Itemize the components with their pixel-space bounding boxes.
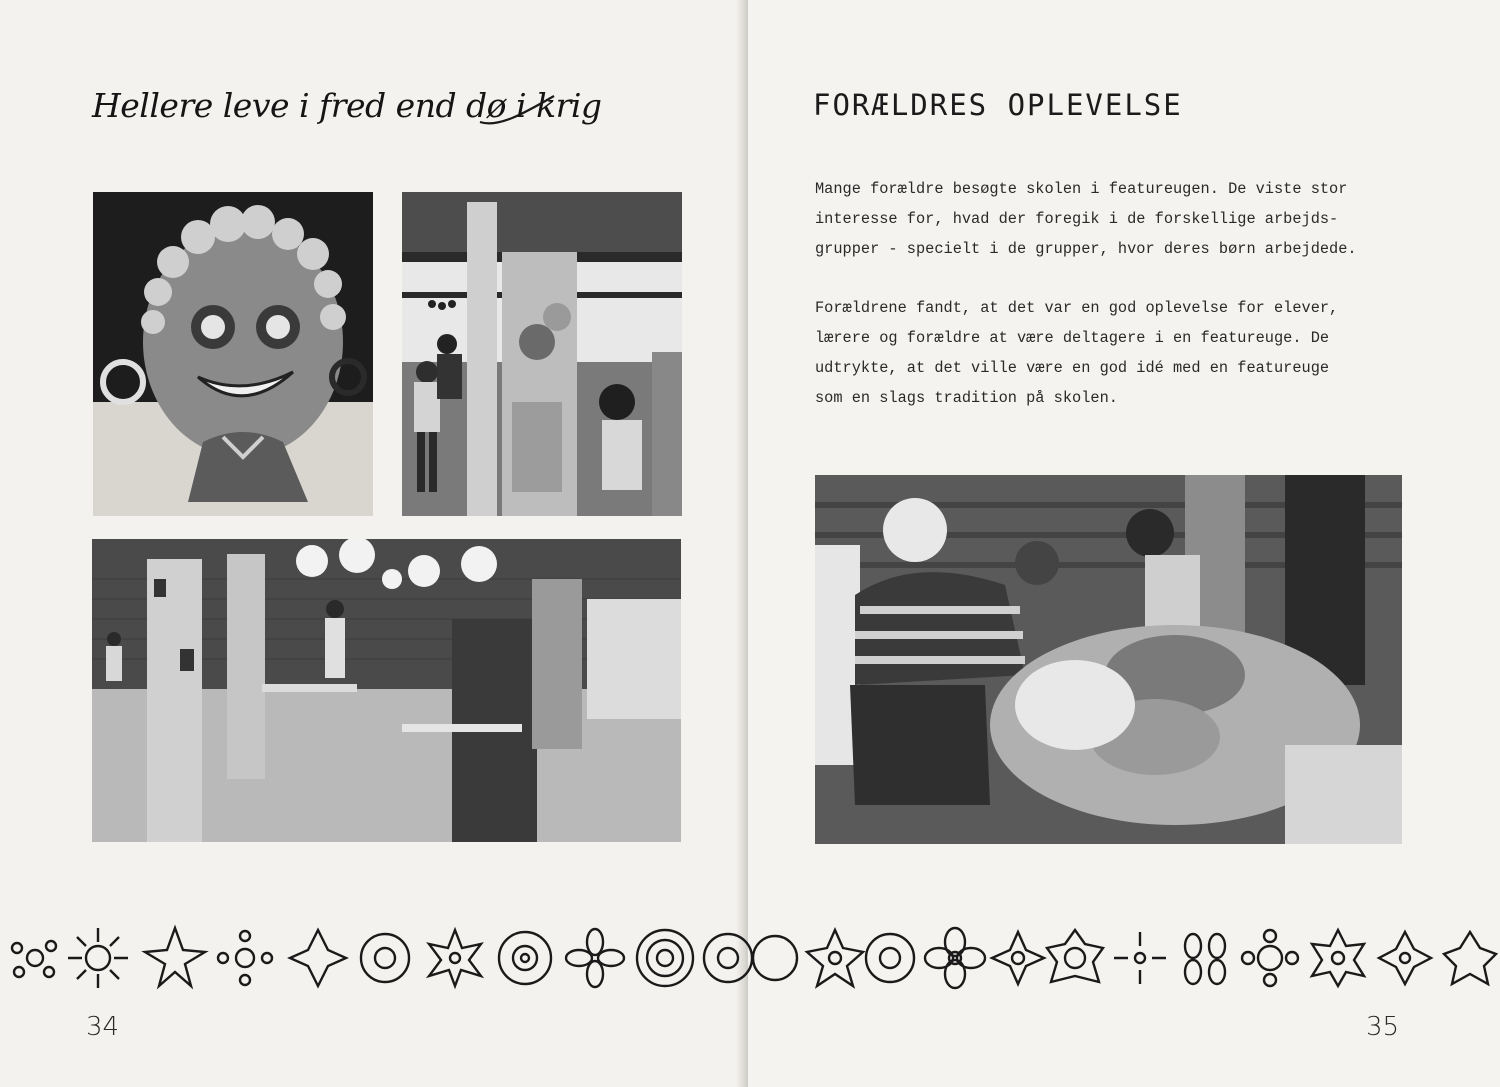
paragraph-2: Forældrene fandt, at det var en god oplevelse for elever, lærere og forældre at være deltagere i en featureuge. De udtrykte, at det ville være en god idé med en featureuge som en slags tradition på skolen. — [815, 299, 1339, 407]
photo-children-papier-mache — [815, 475, 1402, 844]
left-page-title: Hellere leve i fred end dø i krig — [92, 86, 602, 125]
flower-border-decoration — [0, 918, 1500, 1002]
photo-pillar-children — [402, 192, 682, 516]
left-page-number: 34 — [86, 1012, 120, 1042]
title-flourish-decoration — [478, 92, 558, 132]
paragraph-1: Mange forældre besøgte skolen i featureugen. De viste stor interesse for, hvad der foregik i de forskellige arbejds- grupper - specielt i de grupper, hvor deres børn arbejdede. — [815, 180, 1357, 258]
photo-hall-pillars — [92, 539, 681, 842]
photo-mask-sculpture — [93, 192, 373, 516]
right-page-title: FORÆLDRES OPLEVELSE — [813, 88, 1183, 122]
right-page-number: 35 — [1366, 1012, 1400, 1042]
